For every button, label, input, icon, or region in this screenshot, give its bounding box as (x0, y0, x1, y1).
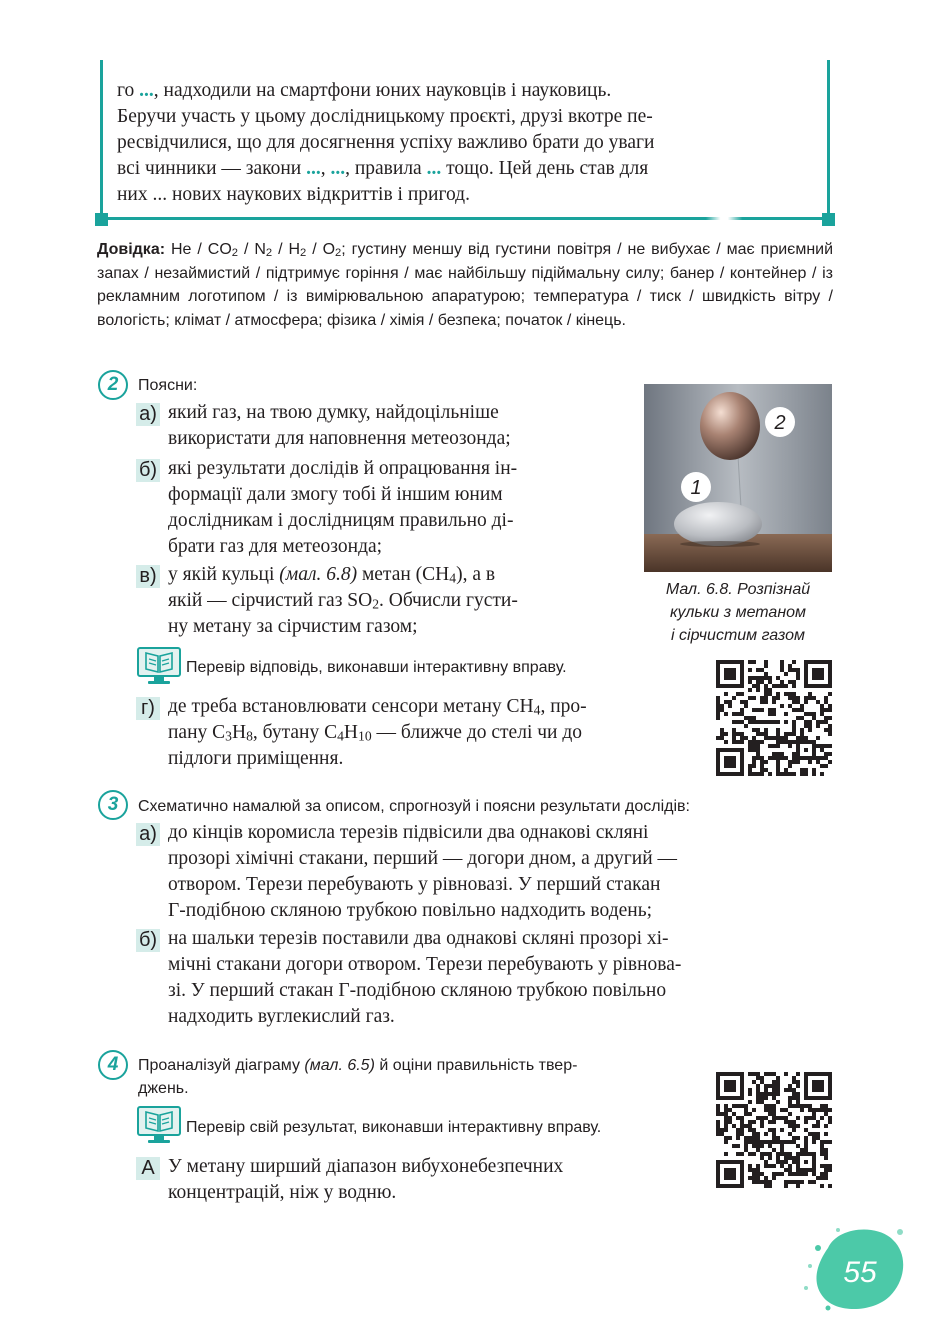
hint-block: Довідка: He / $CO_2 / N_2 / H_2 / O_2$; густину меншу від густини повітря / не вибухає / має приємний запах / незаймистий / підтримує горіння / має найбільшу підіймальну силу; банер / контейнер / із рекламним логотипом / із вимірювальною апаратурою; температура / тиск / швидкість вітру / вологість; клімат / атмосфера; фізика / хімія / безпека; початок / кінець. (97, 241, 834, 329)
qr-code-icon[interactable] (716, 1072, 832, 1188)
balloon-badge-1: 1 (690, 477, 702, 499)
task-4-statement-a: У метану ширший діапазон вибухонебезпечних концентрацій, ніж у водню. (168, 1156, 564, 1203)
balloons-photo (644, 384, 832, 572)
item-label-a-cap: А (136, 1157, 160, 1180)
task-number-3: 3 (98, 790, 128, 820)
qr-code-icon[interactable] (716, 660, 832, 776)
page-number-badge (798, 1218, 913, 1318)
task-3-item-b: на шальки терезів поставили два однакові скляні прозорі хі- мічні стакани догори отвором. Терези перебувають у рівнова- зі. У перший стакан Г-подібною скляною трубкою повільно надходить вуглекислий газ. (168, 928, 682, 1027)
figure-caption: Мал. 6.8. Розпізнай кульки з метаном і сірчистим газом (665, 581, 811, 644)
task-4-title: Проаналізуй діаграму (мал. 6.5) й оціни правильність твер- джень. (138, 1057, 578, 1097)
hint-label: Довідка: (97, 241, 166, 258)
task-3-item-a: до кінців коромисла терезів підвісили два однакові скляні прозорі хімічні стакани, перший — догори дном, а другий — отвором. Терези перебувають у рівновазі. У перший стакан Г-подібною скляною трубкою повільно надходить водень; (168, 822, 678, 921)
item-label-b: б) (136, 459, 160, 482)
computer-book-icon[interactable] (136, 1106, 182, 1144)
interactive-check-text-2[interactable]: Перевір свій результат, виконавши інтерактивну вправу. (186, 1119, 602, 1136)
item-label-g: г) (136, 697, 160, 720)
interactive-check-text-1[interactable]: Перевір відповідь, виконавши інтерактивну вправу. (186, 659, 567, 676)
item-label-b: б) (136, 929, 160, 952)
item-label-a: а) (136, 403, 160, 426)
task-2-item-g: де треба встановлювати сенсори метану $CH_4$, про- пану $C_3H_8$, бутану $C_4H_{10}$ — ближче до стелі чи до підлоги приміщення. (168, 696, 587, 769)
balloon-badge-2: 2 (774, 412, 786, 434)
page-number: 55 (843, 1256, 877, 1289)
task-number-2: 2 (98, 370, 128, 400)
task-2-item-a: який газ, на твою думку, найдоцільніше використати для наповнення метеозонда; (168, 402, 511, 449)
task-3-title: Схематично намалюй за описом, спрогнозуй і поясни результати дослідів: (138, 798, 690, 815)
task-2-item-b: які результати дослідів й опрацювання ін- формації дали змогу тобі й іншим юним дослідникам і дослідницям правильно ді- брати газ для метеозонда; (168, 458, 518, 557)
task-2-item-v: у якій кульці (мал. 6.8) метан $(CH_4)$, а в якій — сірчистий газ $SO_2$. Обчисли густи- ну метану за сірчистим газом; (168, 564, 518, 637)
task-2-title: Поясни: (138, 377, 198, 394)
computer-book-icon[interactable] (136, 647, 182, 685)
item-label-a: а) (136, 823, 160, 846)
story-text: го ..., надходили на смартфони юних науковців і науковиць. Беручи участь у цьому дослідницькому проєкті, друзі вкотре пе- ресвідчилися, що для досягнення успіху важливо брати до уваги всі чинники — закони ..., ..., правила ... тощо. Цей день став для них ... нових наукових відкриттів і пригод. (117, 80, 655, 205)
task-number-4: 4 (98, 1050, 128, 1080)
item-label-v: в) (136, 565, 160, 588)
